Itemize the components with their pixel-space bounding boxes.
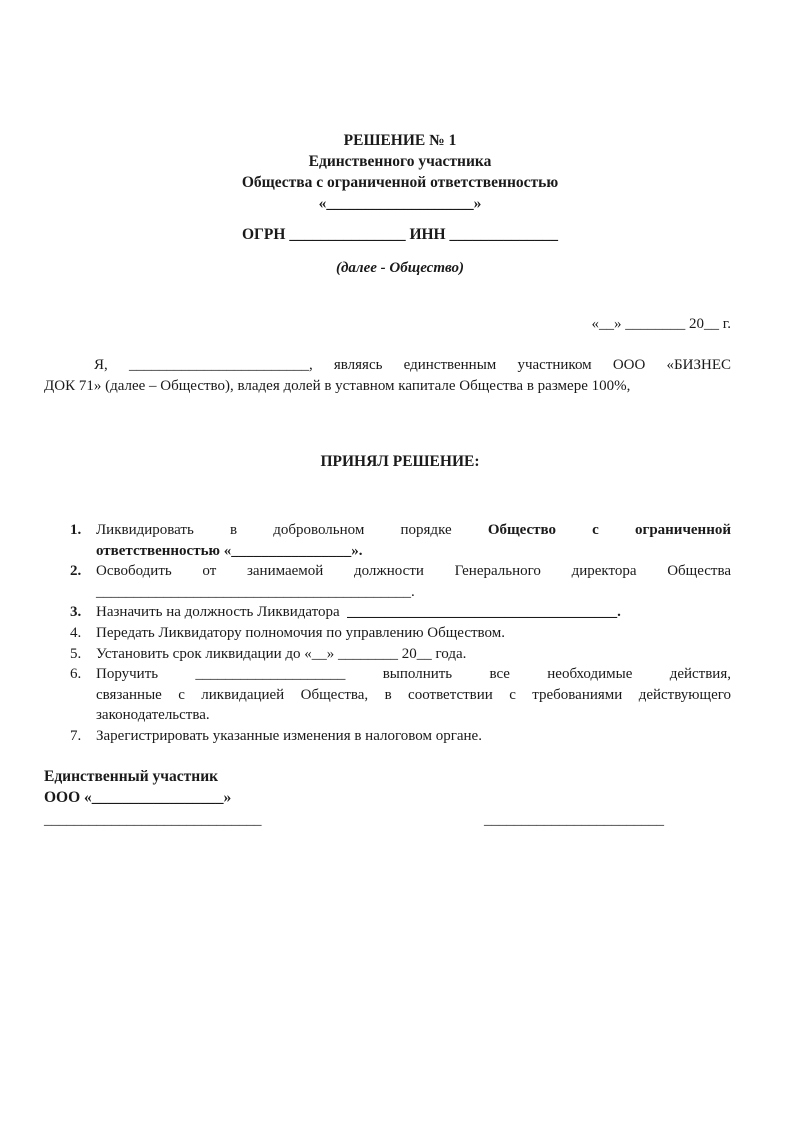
list-item	[44, 726, 731, 747]
decision-list	[44, 520, 731, 747]
intro-line-2: ДОК 71» (далее – Общество), владея долей в уставном капитале Общества в размере 100%,	[44, 378, 631, 394]
item-1-line-1	[96, 520, 731, 541]
item-number: 4.	[70, 624, 82, 641]
list-item	[44, 602, 731, 623]
ogrn-inn-line: ОГРН _______________ ИНН ______________	[242, 226, 558, 243]
document-header	[0, 130, 800, 214]
list-item	[44, 561, 731, 602]
intro-line-1: Я, ________________________, являясь единственным участником ООО «БИЗНЕС	[94, 357, 731, 373]
header-line-3: Общества с ограниченной ответственностью	[241, 174, 559, 191]
item-number: 2.	[70, 563, 82, 580]
item-number: 7.	[70, 727, 82, 744]
item-number: 3.	[70, 604, 82, 621]
item-2-line-2: __________________________________________.	[96, 583, 415, 600]
signatory-company: ООО «_________________»	[44, 789, 232, 806]
signature-line-left: _____________________________	[44, 812, 262, 828]
item-1-text: Ликвидировать в добровольном порядке	[96, 522, 452, 538]
list-item	[44, 664, 731, 726]
item-number: 5.	[70, 645, 82, 662]
item-3-text: Назначить на должность Ликвидатора	[96, 604, 340, 621]
header-line-4: «___________________»	[318, 195, 482, 212]
item-3-line	[96, 602, 731, 623]
item-number: 1.	[70, 522, 82, 538]
signature-block	[44, 766, 231, 808]
item-6-line-1: Поручить ____________________ выполнить все необходимые действия,	[96, 666, 731, 683]
item-1-line-2: ответственностью «________________».	[96, 542, 363, 559]
item-6-line-3: законодательства.	[96, 707, 210, 724]
header-line-2: Единственного участника	[308, 153, 492, 170]
list-item	[44, 623, 731, 644]
item-2-line-1: Освободить от занимаемой должности Генерального директора Общества	[96, 563, 731, 580]
item-7-text: Зарегистрировать указанные изменения в налоговом органе.	[96, 727, 482, 744]
item-3-blank: ____________________________________.	[347, 604, 621, 621]
decision-heading: ПРИНЯЛ РЕШЕНИЕ:	[320, 453, 480, 470]
document-date: «__» ________ 20__ г.	[591, 316, 731, 332]
hereinafter-note: (далее - Общество)	[335, 260, 465, 276]
item-6-line-2: связанные с ликвидацией Общества, в соответствии с требованиями действующего	[96, 686, 731, 703]
list-item	[44, 520, 731, 561]
item-5-text: Установить срок ликвидации до «__» ________ 20__ года.	[96, 645, 467, 662]
signatory-title: Единственный участник	[44, 768, 219, 785]
intro-paragraph	[44, 355, 731, 397]
item-1-bold-text: Общество с ограниченной	[487, 522, 731, 538]
document-title: РЕШЕНИЕ № 1	[343, 132, 457, 149]
list-item	[44, 644, 731, 665]
signature-line-right: ________________________	[484, 812, 664, 828]
item-number: 6.	[70, 666, 82, 683]
item-4-text: Передать Ликвидатору полномочия по управлению Обществом.	[96, 624, 505, 641]
